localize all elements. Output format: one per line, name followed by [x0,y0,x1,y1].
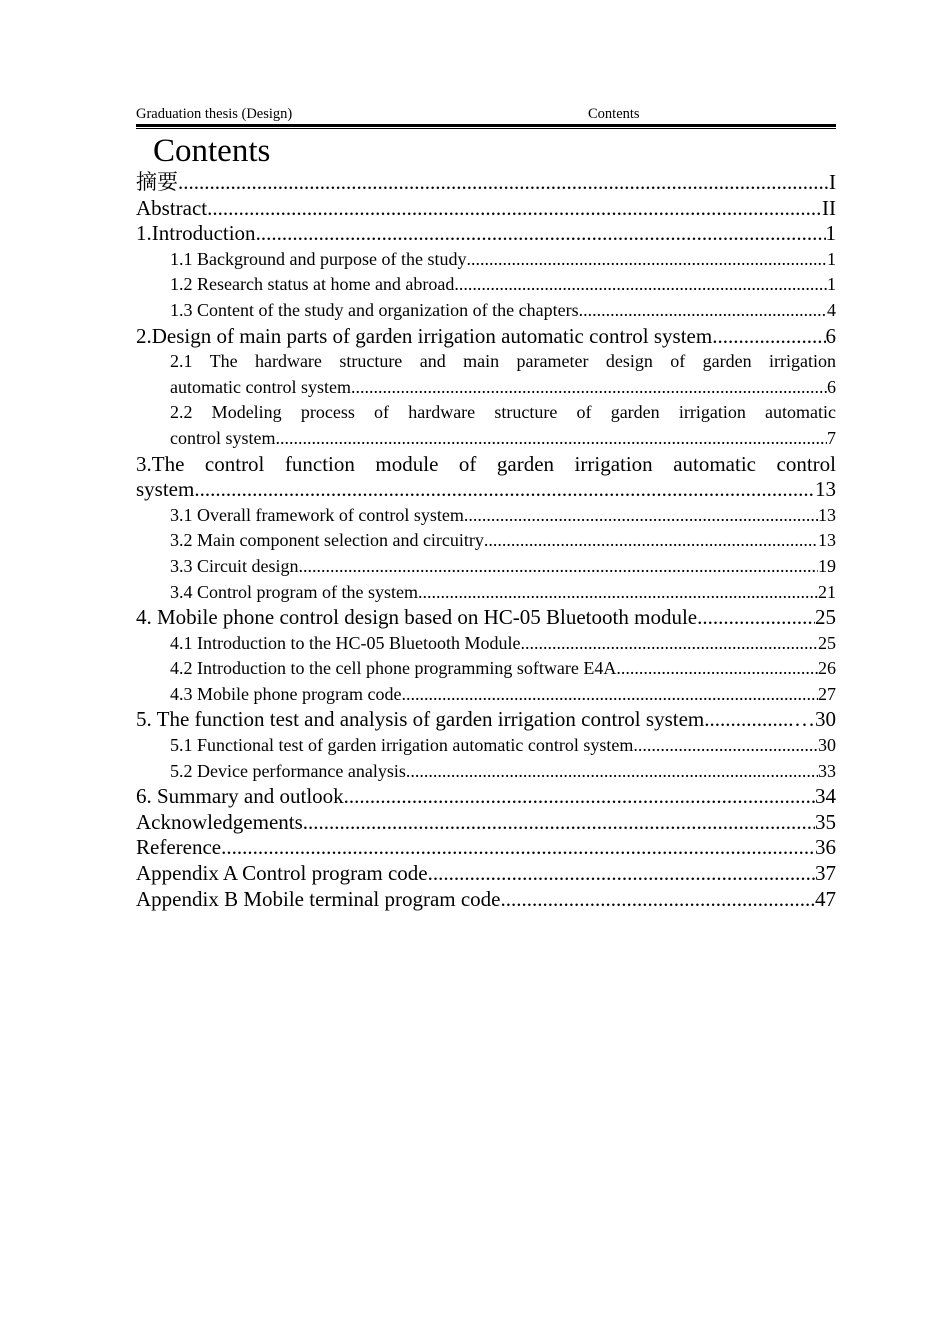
toc-entry[interactable] [136,221,836,247]
toc-page-number: 35 [815,809,836,834]
toc-leader-dots [351,375,827,401]
toc-leader-dots [712,324,825,350]
toc-page-number: 13 [815,477,836,502]
toc-page-number: 1 [825,221,836,246]
toc-entry-title: control system [170,427,276,448]
toc-entry-title: 3.4 Control program of the system [170,581,418,602]
toc-leader-dots [697,605,815,631]
toc-entry-title: Appendix A Control program code [136,861,428,886]
toc-page-number: 4 [827,299,836,320]
toc-entry[interactable] [136,400,836,451]
toc-page-number: 13 [818,504,836,525]
toc-entry-title: 4.2 Introduction to the cell phone programming software E4A [170,658,617,679]
page-header [136,104,836,124]
toc-entry-title: 4. Mobile phone control design based on HC-05 Bluetooth module [136,605,698,630]
toc-leader-dots [579,298,827,324]
toc-entry-title: 5.2 Device performance analysis [170,760,406,781]
toc-page-number: I [829,170,836,194]
toc-page-number: 36 [815,835,836,860]
toc-page-number: …30 [794,707,836,732]
toc-entry[interactable] [136,452,836,503]
toc-entry[interactable] [136,887,836,913]
toc-leader-dots [344,784,815,810]
toc-leader-dots [704,707,794,733]
toc-entry-title: 3.2 Main component selection and circuitry [170,530,484,551]
header-rule-thin [136,128,836,129]
toc-entry-first-line: 3.The control function module of garden irrigation automatic control [136,451,836,476]
toc-entry[interactable] [136,528,836,554]
toc-entry-title: 4.1 Introduction to the HC-05 Bluetooth Module [170,632,521,653]
toc-entry-title: 3.1 Overall framework of control system [170,504,464,525]
toc-entry-title: Reference [136,835,222,860]
toc-page-number: 7 [827,427,836,448]
toc-entry-title: Acknowledgements [136,809,303,834]
toc-entry-title: 3.3 Circuit design [170,555,299,576]
toc-page-number: 25 [818,632,836,653]
toc-entry-title: automatic control system [170,376,351,397]
toc-leader-dots [633,733,818,759]
toc-entry-title: 摘要 [136,170,178,194]
toc-leader-dots [299,554,819,580]
toc-page-number: 27 [818,683,836,704]
toc-leader-dots [401,682,818,708]
toc-leader-dots [194,477,815,503]
toc-entry[interactable] [136,580,836,606]
header-rule-thick [136,124,836,127]
toc-entry[interactable] [136,784,836,810]
toc-page-number: 21 [818,581,836,602]
toc-page-number: 1 [827,274,836,295]
toc-entry[interactable] [136,631,836,657]
toc-entry-title: 5. The function test and analysis of garden irrigation control system [136,707,705,732]
toc-leader-dots [276,426,828,452]
toc-entry-title: 1.2 Research status at home and abroad [170,274,455,295]
toc-leader-dots [454,272,827,298]
toc-page-number: 6 [827,376,836,397]
toc-entry-title: 1.1 Background and purpose of the study [170,248,467,269]
toc-entry[interactable] [136,349,836,400]
toc-entry[interactable] [136,196,836,222]
toc-entry[interactable] [136,656,836,682]
toc-leader-dots [303,810,815,836]
toc-leader-dots [418,580,818,606]
toc-entry-title: 1.3 Content of the study and organization of the chapters [170,299,579,320]
toc-entry[interactable] [136,324,836,350]
toc-leader-dots [178,170,829,196]
toc-page-number: 47 [815,886,836,911]
toc-entry[interactable] [136,247,836,273]
toc-entry-title: system [136,477,195,502]
toc-page-number: 37 [815,861,836,886]
toc-page-number: 34 [815,784,836,809]
toc-entry[interactable] [136,810,836,836]
toc-entry-title: Appendix B Mobile terminal program code [136,886,501,911]
toc-entry[interactable] [136,605,836,631]
toc-entry[interactable] [136,759,836,785]
toc-leader-dots [406,759,818,785]
toc-page-number: 33 [818,760,836,781]
toc-leader-dots [256,221,826,247]
toc-page-number: 1 [827,248,836,269]
toc-title: Contents [153,133,271,169]
toc-entry-title: Abstract [136,195,208,220]
toc-leader-dots [207,196,822,222]
toc-entry-title: 4.3 Mobile phone program code [170,683,402,704]
toc-leader-dots [221,835,815,861]
toc-page-number: II [822,195,836,220]
toc-entry[interactable] [136,707,836,733]
toc-page-number: 13 [818,530,836,551]
table-of-contents [136,170,836,912]
toc-entry[interactable] [136,503,836,529]
document-page [136,104,836,912]
toc-leader-dots [466,247,827,273]
toc-leader-dots [428,861,815,887]
header-right-text: Contents [588,106,640,122]
toc-entry[interactable] [136,733,836,759]
header-left-text: Graduation thesis (Design) [136,106,293,122]
toc-entry-first-line: 2.2 Modeling process of hardware structure of garden irrigation automatic [170,402,836,423]
toc-page-number: 30 [818,735,836,756]
toc-entry[interactable] [136,554,836,580]
toc-leader-dots [616,656,818,682]
toc-entry-title: 5.1 Functional test of garden irrigation automatic control system [170,735,634,756]
toc-entry[interactable] [136,861,836,887]
toc-page-number: 19 [818,555,836,576]
toc-leader-dots [501,887,816,913]
toc-entry-title: 2.Design of main parts of garden irrigation automatic control system [136,323,713,348]
toc-entry[interactable] [136,298,836,324]
toc-entry[interactable] [136,272,836,298]
toc-entry-title: 1.Introduction [136,221,256,246]
toc-entry[interactable] [136,170,836,196]
toc-page-number: 6 [825,323,836,348]
toc-entry[interactable] [136,682,836,708]
toc-entry-title: 6. Summary and outlook [136,784,344,809]
toc-leader-dots [464,503,818,529]
toc-leader-dots [520,631,818,657]
toc-entry-first-line: 2.1 The hardware structure and main parameter design of garden irrigation [170,351,836,372]
toc-page-number: 26 [818,658,836,679]
toc-leader-dots [484,528,818,554]
toc-page-number: 25 [815,605,836,630]
toc-entry[interactable] [136,835,836,861]
